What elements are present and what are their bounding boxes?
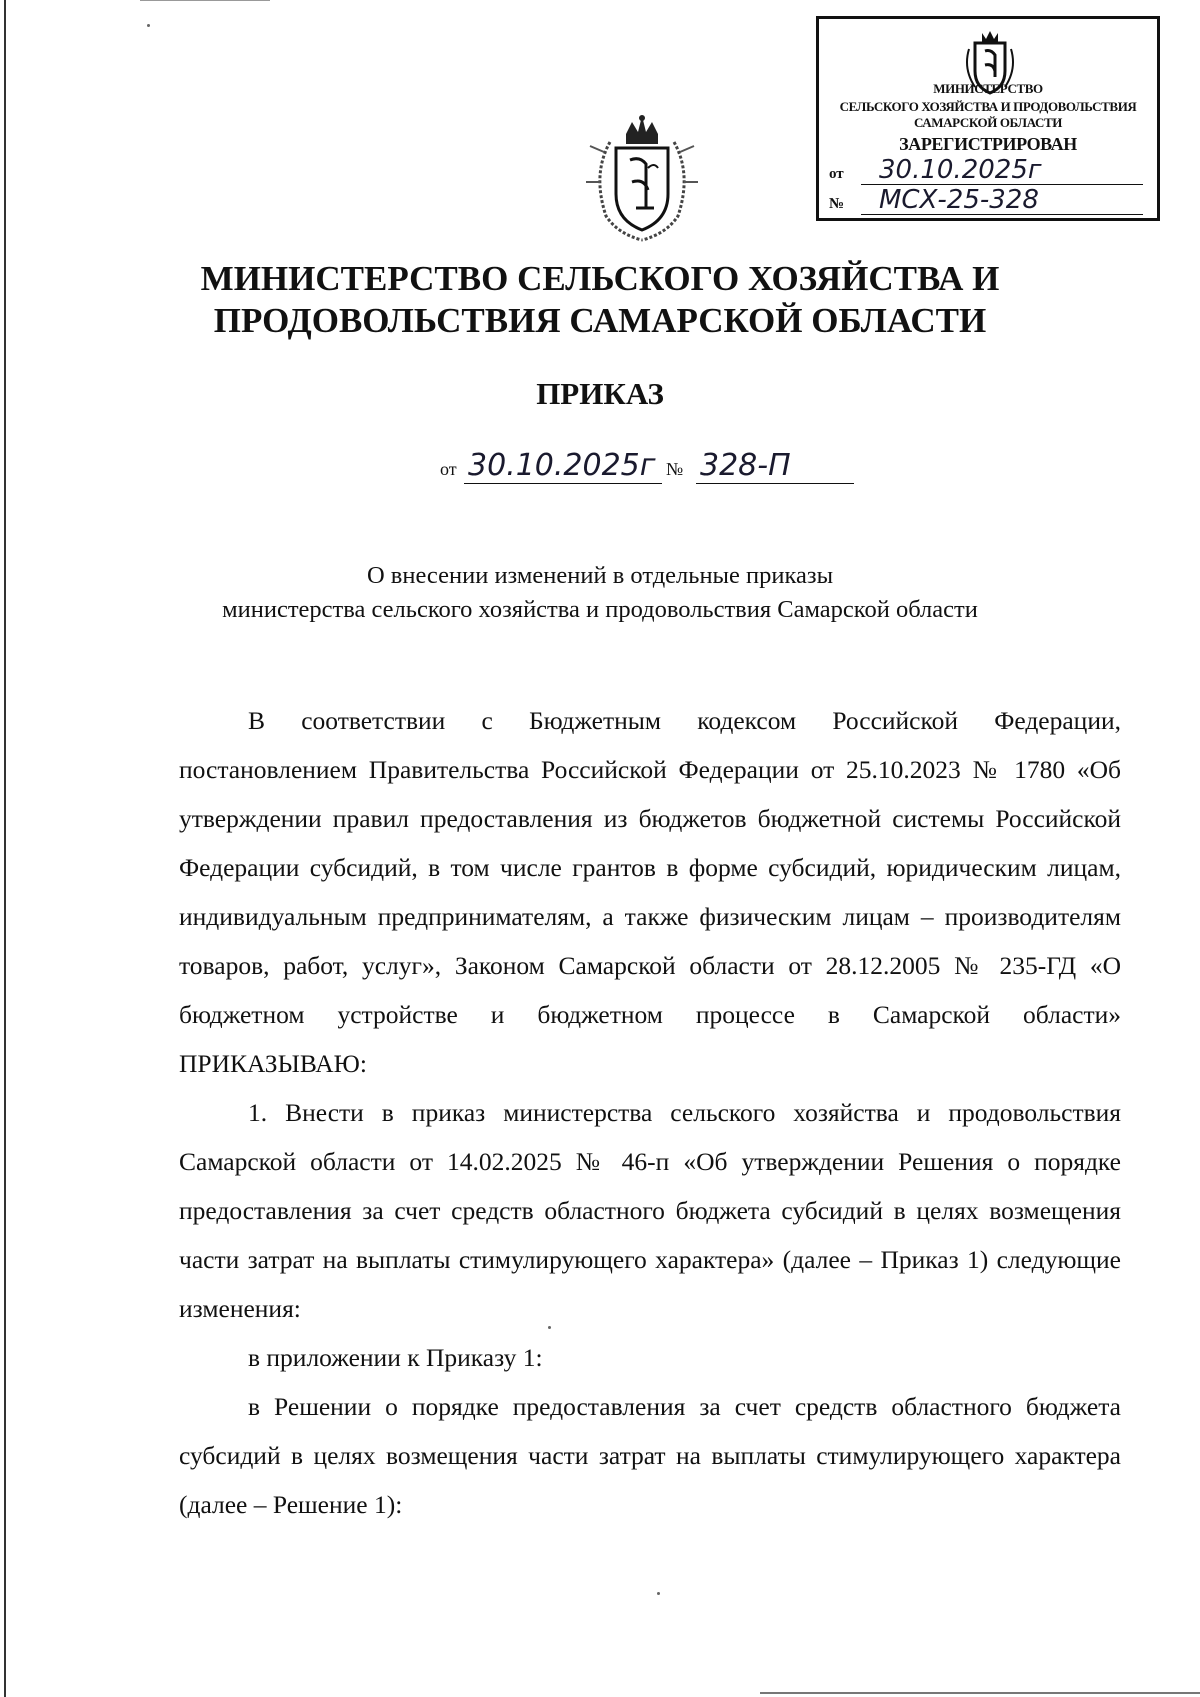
registration-stamp <box>816 16 1160 221</box>
coat-of-arms-icon <box>580 112 704 246</box>
organization-title <box>150 258 1050 342</box>
order-subject <box>150 559 1050 627</box>
stamp-ministry-line: СЕЛЬСКОГО ХОЗЯЙСТВА И ПРОДОВОЛЬСТВИЯ <box>839 99 1137 114</box>
document-type: ПРИКАЗ <box>536 376 664 411</box>
order-date-value: 30.10.2025г <box>464 449 662 484</box>
subject-line2: министерства сельского хозяйства и продовольствия Самарской области <box>222 596 978 623</box>
order-body <box>179 696 1121 1529</box>
stamp-status: ЗАРЕГИСТРИРОВАН <box>899 134 1077 154</box>
order-number-label: № <box>666 459 684 479</box>
subject-line1: О внесении изменений в отдельные приказы <box>366 562 834 589</box>
order-date-number <box>440 446 860 484</box>
body-paragraph: В соответствии с Бюджетным кодексом Российской Федерации, постановлением Правительства Российской Федерации от 25.10.2023 № 1780 «Об утверждении правил предоставления из бюджетов бюджетной системы Российской Федерации субсидий, в том числе грантов в форме субсидий, юридическим лицам, индивидуальным предпринимателям, а также физическим лицам – производителям товаров, работ, услуг», Законом Самарской области от 28.12.2005 № 235-ГД «О бюджетном устройстве и бюджетном процессе в Самарской области» ПРИКАЗЫВАЮ: <box>179 706 1121 1078</box>
order-number-value: 328-П <box>696 449 854 484</box>
order-date-label: от <box>440 459 457 479</box>
stamp-number-row <box>829 187 1143 215</box>
scan-speck <box>657 1592 660 1595</box>
body-paragraph: в Решении о порядке предоставления за счет средств областного бюджета субсидий в целях возмещения части затрат на выплаты стимулирующего характера (далее – Решение 1): <box>179 1392 1121 1519</box>
scan-artifact-line <box>140 0 270 1</box>
stamp-number-label: № <box>829 196 845 212</box>
stamp-date-row <box>829 157 1143 185</box>
scan-edge <box>4 0 6 1697</box>
stamp-ministry-line: МИНИСТЕРСТВО <box>933 81 1043 96</box>
stamp-date-label: от <box>829 166 844 182</box>
stamp-ministry-line: САМАРСКОЙ ОБЛАСТИ <box>913 115 1063 130</box>
scan-artifact-line <box>760 1692 1200 1694</box>
scan-speck <box>147 24 150 27</box>
stamp-number-value: МСХ-25-328 <box>861 186 1143 215</box>
organization-title-line1: МИНИСТЕРСТВО СЕЛЬСКОГО ХОЗЯЙСТВА И <box>200 259 1000 298</box>
body-paragraph: в приложении к Приказу 1: <box>248 1343 543 1372</box>
body-paragraph: 1. Внести в приказ министерства сельского хозяйства и продовольствия Самарской области от 14.02.2025 № 46-п «Об утверждении Решения о порядке предоставления за счет средств областного бюджета субсидий в целях возмещения части затрат на выплаты стимулирующего характера» (далее – Приказ 1) следующие изменения: <box>179 1098 1121 1323</box>
organization-title-line2: ПРОДОВОЛЬСТВИЯ САМАРСКОЙ ОБЛАСТИ <box>213 301 987 340</box>
stamp-date-value: 30.10.2025г <box>861 156 1143 185</box>
